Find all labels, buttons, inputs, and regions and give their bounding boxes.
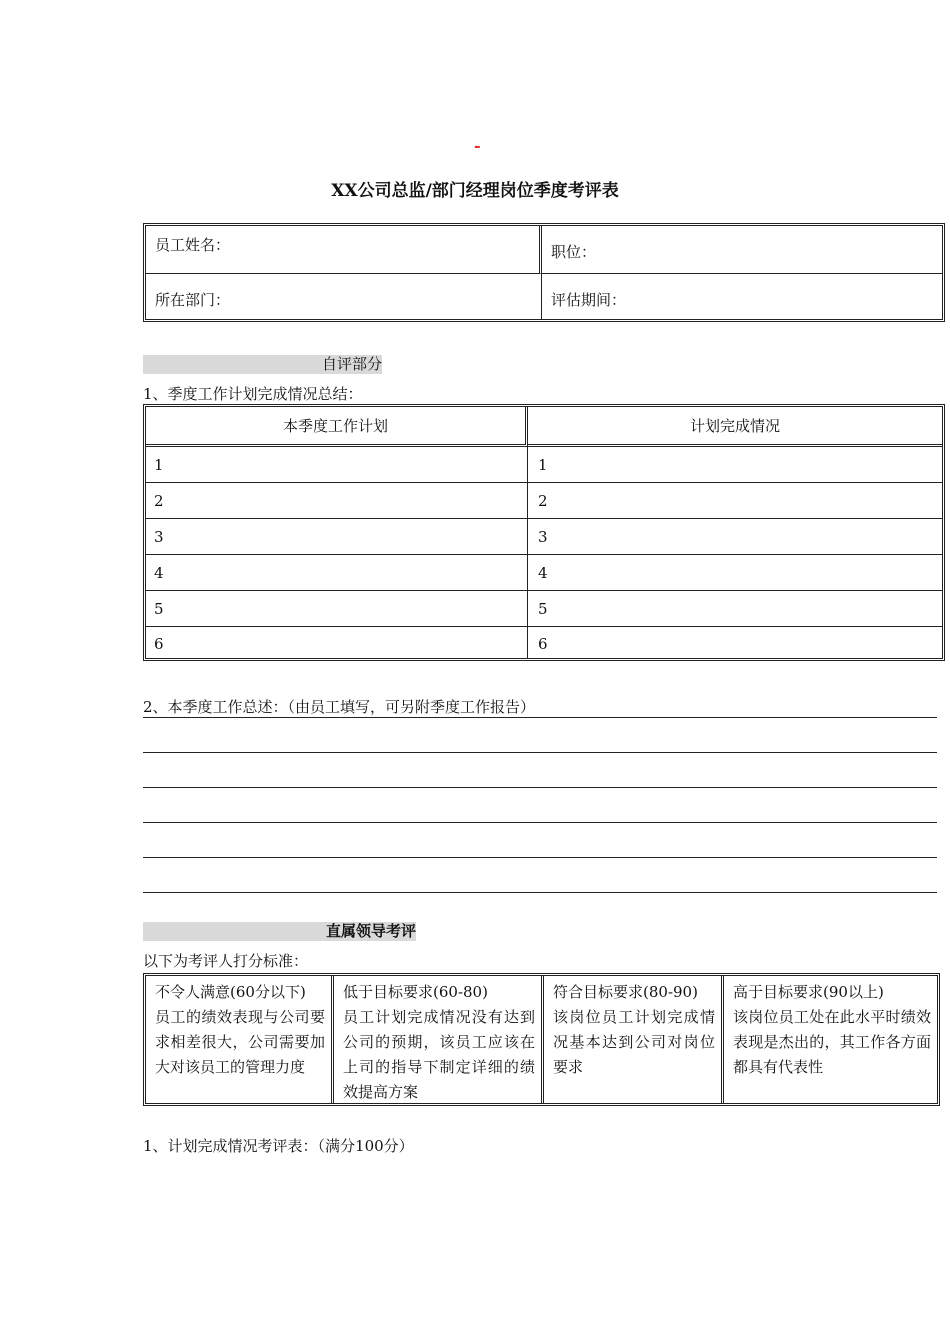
completion-cell[interactable]: 4 [538,564,548,582]
plan-cell[interactable]: 2 [146,483,528,518]
leader-review-heading: 直属领导考评 [325,922,416,940]
table-row [146,627,942,658]
criteria-desc: 该岗位员工计划完成情况基本达到公司对岗位要求 [553,1008,715,1076]
plan-cell[interactable]: 6 [146,627,528,658]
criteria-unsatisfactory [146,976,331,1103]
work-summary-label: 2、本季度工作总述：（由员工填写，可另附季度工作报告） [143,698,536,716]
scoring-criteria-table [143,973,940,1106]
table-row [146,555,942,591]
employee-name-cell[interactable]: 员工姓名： [146,226,542,274]
writing-line[interactable] [143,787,937,788]
writing-line[interactable] [143,752,937,753]
plan-cell[interactable]: 5 [146,591,528,626]
plan-cell[interactable]: 4 [146,555,528,590]
criteria-title: 低于目标要求(60-80) [343,983,488,1001]
writing-line[interactable] [143,857,937,858]
table-row [146,519,942,555]
table-row [146,591,942,627]
writing-line[interactable] [143,717,937,718]
department-cell[interactable]: 所在部门： [146,274,542,319]
criteria-below-target [331,976,541,1103]
page-title: XX公司总监/部门经理岗位季度考评表 [331,181,619,201]
criteria-desc: 员工计划完成情况没有达到公司的预期，该员工应该在上司的指导下制定详细的绩效提高方案 [343,1008,535,1101]
criteria-desc: 该岗位员工处在此水平时绩效表现是杰出的，其工作各方面都具有代表性 [733,1008,931,1076]
employee-info-table [143,223,945,322]
criteria-title: 符合目标要求(80-90) [553,983,698,1001]
leader-review-heading-bar [143,922,416,941]
criteria-title: 不令人满意(60分以下) [155,983,306,1001]
completion-cell[interactable]: 1 [538,456,548,474]
plan-score-label: 1、计划完成情况考评表：（满分100分） [143,1137,414,1155]
completion-cell[interactable]: 5 [538,600,548,618]
completion-cell[interactable]: 3 [538,528,548,546]
completion-cell[interactable]: 2 [538,492,548,510]
self-review-heading: 自评部分 [321,355,382,373]
position-cell[interactable]: 职位： [542,226,942,274]
plan-header: 本季度工作计划 [146,407,528,447]
table-row [146,483,942,519]
writing-line[interactable] [143,822,937,823]
criteria-label: 以下为考评人打分标准： [143,952,309,970]
criteria-title: 高于目标要求(90以上) [733,983,884,1001]
evaluation-period-cell[interactable]: 评估期间： [551,291,627,309]
writing-line[interactable] [143,892,937,893]
completion-cell[interactable]: 6 [538,635,548,653]
completion-header: 计划完成情况 [528,407,942,447]
plan-cell[interactable]: 3 [146,519,528,554]
table-row [146,447,942,483]
self-review-heading-bar [143,355,382,374]
top-mark: - [474,136,481,155]
criteria-above-target [721,976,937,1103]
criteria-desc: 员工的绩效表现与公司要求相差很大，公司需要加大对该员工的管理力度 [155,1008,325,1076]
plan-cell[interactable]: 1 [146,447,528,482]
criteria-meets-target [541,976,721,1103]
plan-completion-table [143,404,945,661]
plan-summary-label: 1、季度工作计划完成情况总结： [143,385,363,403]
